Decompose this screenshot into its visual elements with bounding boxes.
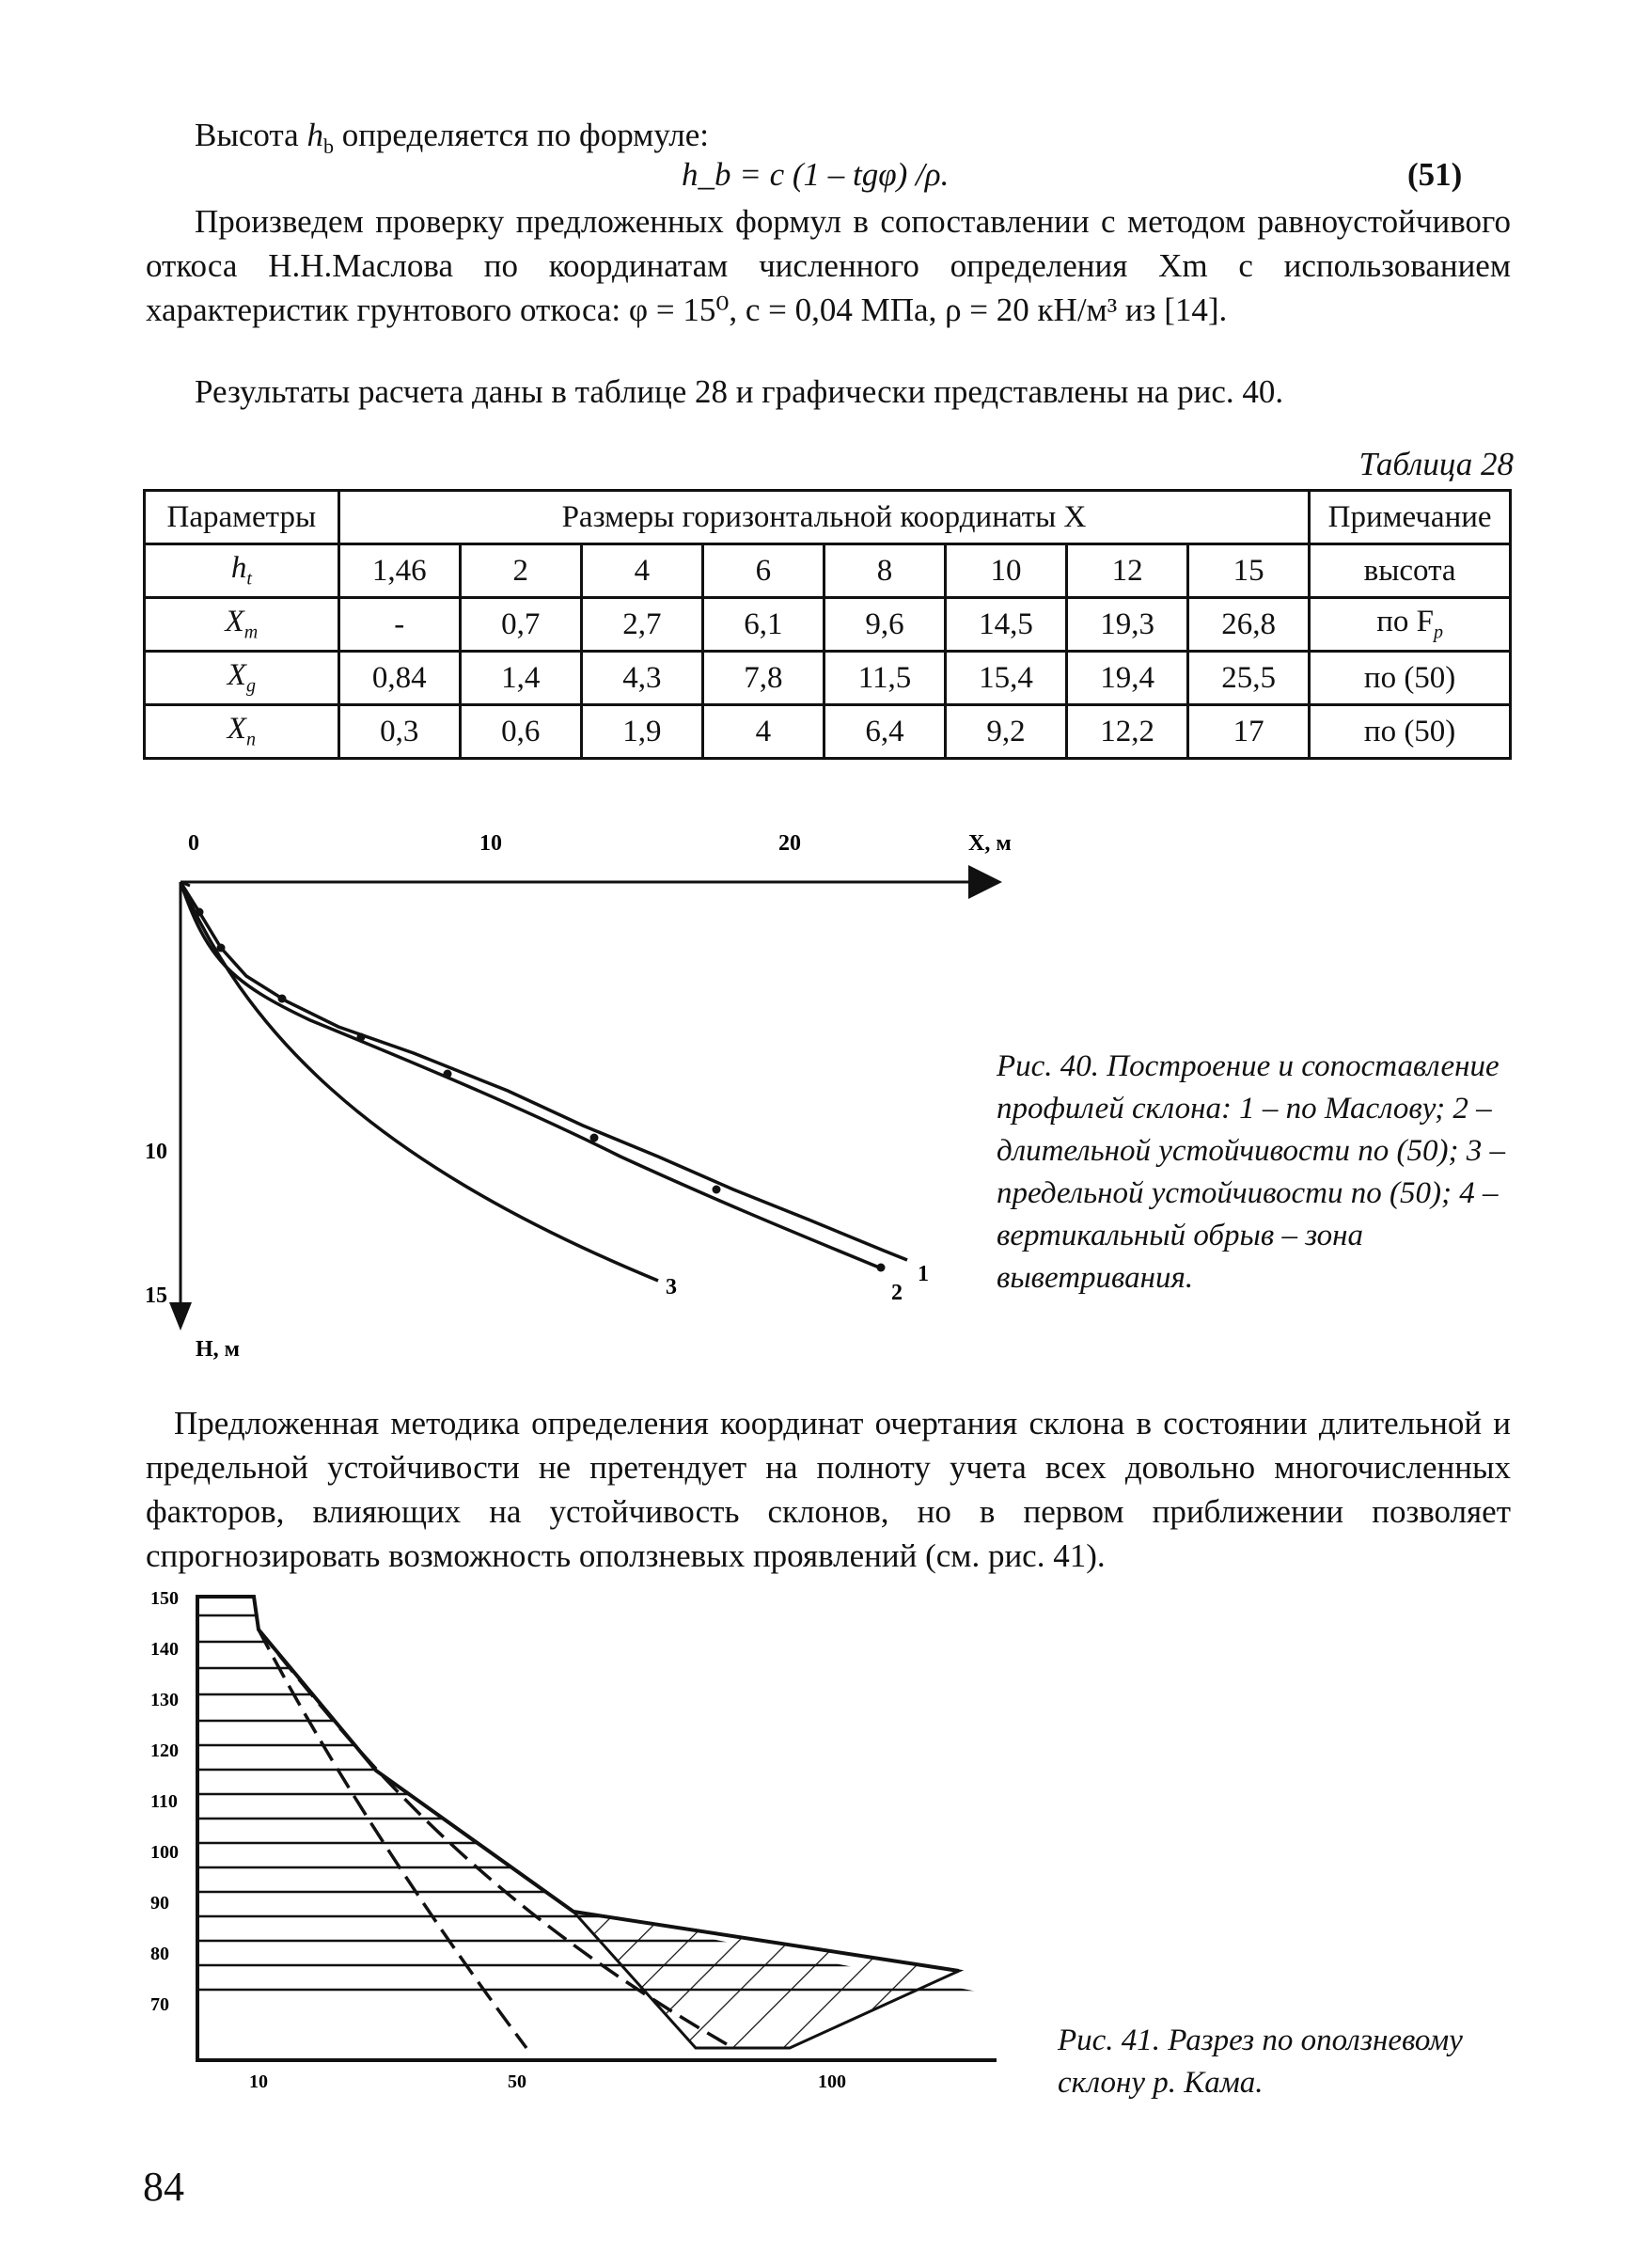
cell: 15 (1188, 544, 1310, 598)
marker (590, 1134, 599, 1142)
header-x-coordinate: Размеры горизонтальной координаты X (338, 491, 1310, 544)
curve-2-long-term (181, 882, 884, 1269)
cell: 12,2 (1067, 705, 1188, 759)
y-tick-label: 70 (150, 1994, 169, 2015)
page-number: 84 (143, 2164, 184, 2210)
cell: 2 (460, 544, 581, 598)
cell: 11,5 (824, 652, 945, 705)
x-tick-label: 20 (778, 831, 801, 856)
y-axis-label: H, м (196, 1337, 241, 1362)
x-tick-label: 10 (479, 831, 502, 856)
cell: 4,3 (581, 652, 702, 705)
y-tick-label: 140 (150, 1639, 179, 1660)
row-param: $h_t$ (145, 544, 339, 598)
row-note: высота (1310, 544, 1511, 598)
curve-markers (196, 908, 886, 1272)
marker (877, 1264, 886, 1272)
paragraph-verification: Произведем проверку предложенных формул в сопоставлении с методом равноустойчивого откоса Н.Н.Маслова по координатам численного определения Xm с использованием характеристик грунтового откоса: φ = 15⁰, c = 0,04 МПа, ρ = 20 кН/м³ из [14]. (146, 203, 1511, 328)
y-tick-label: 90 (150, 1893, 169, 1914)
x-axis-label: X, м (968, 831, 1012, 856)
y-tick-label: 100 (150, 1842, 179, 1863)
row-param: $X_g$ (145, 652, 339, 705)
cell: 1,4 (460, 652, 581, 705)
formula-51: h_b = c (1 – tgφ) /ρ. (682, 156, 950, 193)
cell: 4 (581, 544, 702, 598)
marker (713, 1186, 721, 1194)
cell: 1,46 (338, 544, 460, 598)
table-28 (143, 489, 1512, 760)
figure-41-caption: Рис. 41. Разрез по оползневому склону р. Кама. (1058, 2024, 1463, 2100)
table-header-row (145, 491, 1511, 544)
table-row (145, 544, 1511, 598)
y-tick-label: 150 (150, 1588, 179, 1609)
y-tick-label: 10 (145, 1140, 167, 1164)
table-label: Таблица 28 (1358, 446, 1514, 482)
cell: 17 (1188, 705, 1310, 759)
table-row (145, 705, 1511, 759)
marker (444, 1070, 452, 1079)
figure-41 (132, 1587, 1034, 2095)
marker (357, 1033, 366, 1042)
cell: 4 (702, 705, 824, 759)
ultimate-stability-line (259, 1630, 526, 2048)
row-note: по $F_p$ (1310, 598, 1511, 652)
cell: 9,2 (946, 705, 1067, 759)
cell: 0,6 (460, 705, 581, 759)
header-parameters: Параметры (145, 491, 339, 544)
intro-text-end: определяется по формуле: (333, 117, 710, 153)
cell: 15,4 (946, 652, 1067, 705)
cell: 7,8 (702, 652, 824, 705)
header-note: Примечание (1310, 491, 1511, 544)
figure-40-caption: Рис. 40. Построение и сопоставление профилей склона: 1 – по Маслову; 2 – длительной устойчивости по (50); 3 – предельной устойчивости по (50); 4 – вертикальный обрыв – зона выветривания. (997, 1049, 1505, 1295)
marker (196, 908, 204, 917)
cell: 6 (702, 544, 824, 598)
x-tick-label: 0 (188, 831, 199, 856)
cell: 6,1 (702, 598, 824, 652)
cell: 19,4 (1067, 652, 1188, 705)
cell: 10 (946, 544, 1067, 598)
curve-1-maslov (181, 882, 907, 1260)
row-note: по (50) (1310, 705, 1511, 759)
table-row (145, 652, 1511, 705)
cell: 12 (1067, 544, 1188, 598)
row-note: по (50) (1310, 652, 1511, 705)
y-tick-label: 120 (150, 1740, 179, 1761)
x-tick-label: 50 (508, 2071, 526, 2092)
curve-label-1: 1 (918, 1262, 929, 1286)
marker (217, 944, 226, 953)
cell: 14,5 (946, 598, 1067, 652)
curve-label-3: 3 (666, 1275, 677, 1299)
figure-40 (132, 818, 1034, 1363)
cell: - (338, 598, 460, 652)
curve-label-2: 2 (891, 1281, 903, 1305)
y-axis-arrow (169, 1302, 192, 1331)
cell: 25,5 (1188, 652, 1310, 705)
cell: 8 (824, 544, 945, 598)
cell: 2,7 (581, 598, 702, 652)
paragraph-conclusion: Предложенная методика определения координат очертания склона в состоянии длительной и предельной устойчивости не претендует на полноту учета всех довольно многочисленных факторов, влияющих на устойчивость склонов, но в первом приближении позволяет спрогнозировать возможность оползневых проявлений (см. рис. 41). (146, 1405, 1511, 1574)
landslide-body (573, 1912, 959, 2048)
y-tick-label: 80 (150, 1944, 169, 1964)
intro-text: Высота (195, 117, 307, 153)
y-tick-label: 130 (150, 1690, 179, 1710)
cell: 9,6 (824, 598, 945, 652)
y-axis-labels (150, 1588, 179, 2015)
var-h-sub: b (322, 134, 334, 158)
cell: 1,9 (581, 705, 702, 759)
cell: 19,3 (1067, 598, 1188, 652)
y-tick-label: 110 (150, 1791, 178, 1812)
marker (278, 995, 287, 1003)
var-h: h (306, 117, 323, 153)
paragraph-results: Результаты расчета даны в таблице 28 и графически представлены на рис. 40. (195, 373, 1284, 410)
x-tick-label: 100 (818, 2071, 846, 2092)
x-axis-labels (249, 2071, 846, 2092)
x-tick-label: 10 (249, 2071, 268, 2092)
cell: 26,8 (1188, 598, 1310, 652)
y-tick-label: 15 (145, 1284, 167, 1308)
cell: 6,4 (824, 705, 945, 759)
cell: 0,3 (338, 705, 460, 759)
row-param: $X_m$ (145, 598, 339, 652)
cell: 0,7 (460, 598, 581, 652)
row-param: $X_n$ (145, 705, 339, 759)
table-row (145, 598, 1511, 652)
curve-3-ultimate (181, 882, 658, 1281)
cell: 0,84 (338, 652, 460, 705)
formula-number: (51) (1407, 156, 1463, 193)
